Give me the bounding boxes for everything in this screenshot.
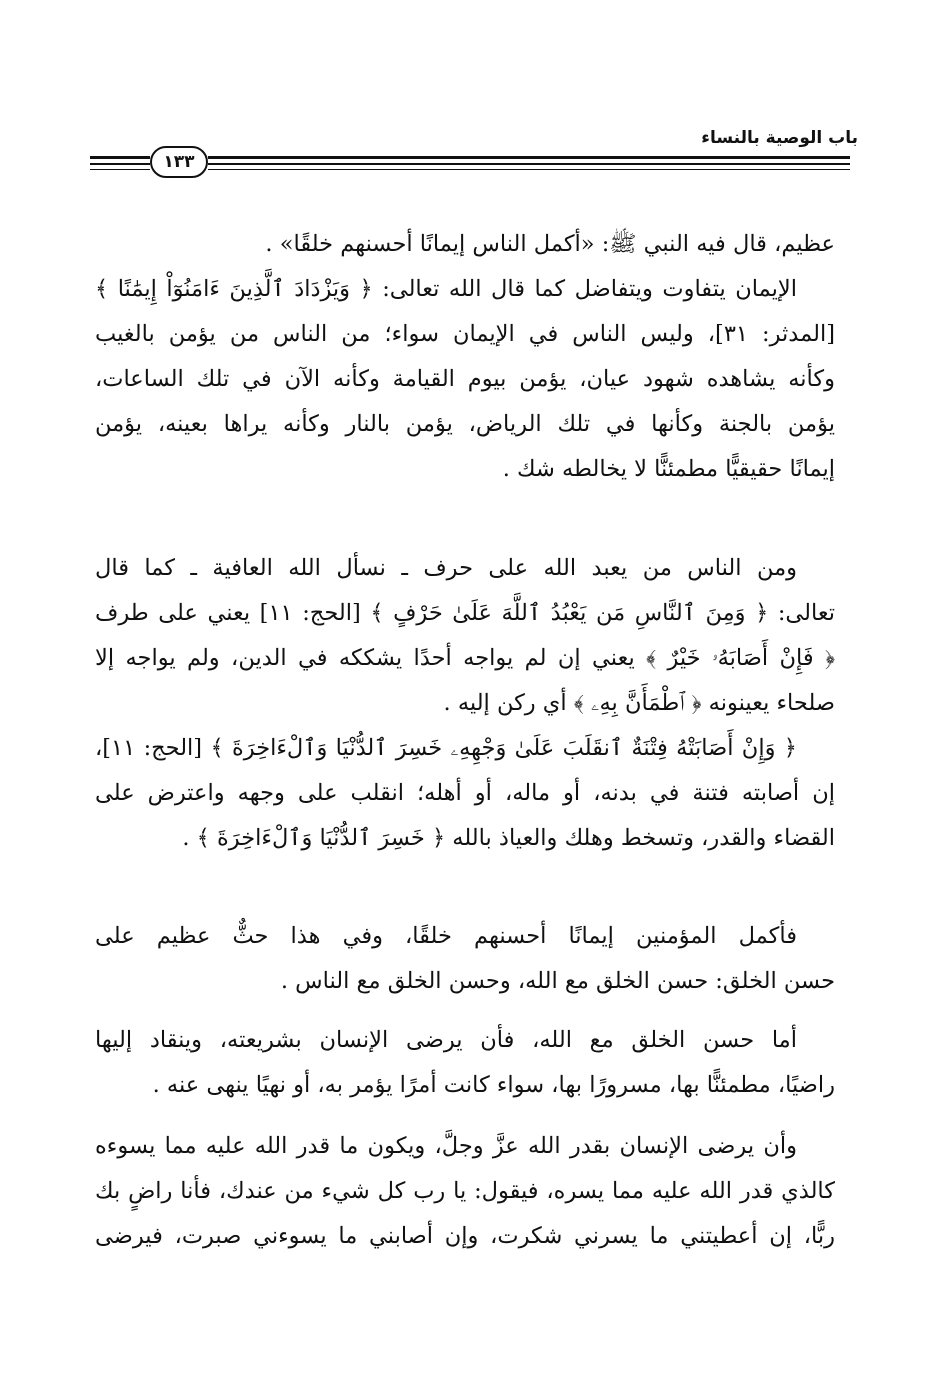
text-line: كالذي قدر الله عليه مما يسره، فيقول: يا رب كل شيء من عندك، فأنا راضٍ بك [95, 1178, 835, 1204]
text-line: وكأنه يشاهده شهود عيان، يؤمن بيوم القيامة وكأنه الآن في تلك الساعات، [95, 366, 835, 392]
text-line: [المدثر: ٣١]، وليس الناس في الإيمان سواء؛ من الناس من يؤمن بالغيب [95, 321, 835, 347]
header-rule [90, 163, 150, 165]
text-line: حسن الخلق: حسن الخلق مع الله، وحسن الخلق مع الناس . [280, 968, 835, 994]
text-line: فأكمل المؤمنين إيمانًا أحسنهم خلقًا، وفي هذا حثٌّ عظيم على [95, 923, 797, 949]
header-rule [90, 156, 150, 159]
text-line: وأن يرضى الإنسان بقدر الله عزَّ وجلَّ، ويكون ما قدر الله عليه مما يسوءه [95, 1133, 797, 1159]
paragraph [95, 222, 835, 492]
page-number: ١٣٣ [150, 146, 208, 178]
paragraph [95, 546, 835, 861]
text-line: ومن الناس من يعبد الله على حرف ـ نسأل الله العافية ـ كما قال [95, 555, 797, 581]
header-rule [90, 169, 150, 170]
text-line: تعالى: ﴿ وَمِنَ ٱلنَّاسِ مَن يَعْبُدُ ٱللَّهَ عَلَىٰ حَرْفٍ ﴾ [الحج: ١١] يعني على طرف [95, 600, 835, 626]
text-line: ﴿ وَإِنْ أَصَابَتْهُ فِتْنَةٌ ٱنقَلَبَ عَلَىٰ وَجْهِهِۦ خَسِرَ ٱلدُّنْيَا وَٱلْءَاخِرَةَ ﴾ [الحج: ١١]، [95, 735, 797, 761]
text-line: إن أصابته فتنة في بدنه، أو ماله، أو أهله؛ انقلب على وجهه واعترض على [95, 780, 835, 806]
text-line: إيمانًا حقيقيًّا مطمئنًّا لا يخالطه شك . [502, 456, 835, 482]
text-line: أما حسن الخلق مع الله، فأن يرضى الإنسان بشريعته، وينقاد إليها [95, 1027, 797, 1053]
text-line: صلحاء يعينونه ﴿ ٱطْمَأَنَّ بِهِۦ ﴾ أي ركن إليه . [443, 690, 835, 716]
text-line: ربًّا، إن أعطيتني ما يسرني شكرت، وإن أصابني ما يسوءني صبرت، فيرضى [95, 1223, 835, 1249]
text-line: عظيم، قال فيه النبي ﷺ: «أكمل الناس إيمانًا أحسنهم خلقًا» . [265, 231, 835, 257]
text-line: يؤمن بالجنة وكأنها في تلك الرياض، يؤمن بالنار وكأنه يراها بعينه، يؤمن [95, 411, 835, 437]
paragraph [95, 1018, 835, 1108]
header-rule [208, 156, 850, 159]
header-rule [208, 169, 850, 170]
chapter-title: باب الوصية بالنساء [701, 128, 858, 148]
text-line: القضاء والقدر، وتسخط وهلك والعياذ بالله ﴿ خَسِرَ ٱلدُّنْيَا وَٱلْءَاخِرَةَ ﴾ . [182, 825, 835, 851]
paragraph [95, 914, 835, 1004]
header-rule [208, 163, 850, 165]
text-line: راضيًا، مطمئنًّا بها، مسرورًا بها، سواء كانت أمرًا يؤمر به، أو نهيًا ينهى عنه . [152, 1072, 835, 1098]
text-line: ﴿ فَإِنْ أَصَابَهُۥ خَيْرٌ ﴾ يعني إن لم يواجه أحدًا يشككه في الدين، ولم يواجه إلا [95, 645, 835, 671]
paragraph [95, 1124, 835, 1259]
text-line: الإيمان يتفاوت ويتفاضل كما قال الله تعالى: ﴿ وَيَزْدَادَ ٱلَّذِينَ ءَامَنُوٓاْ إِيمَٰنًا ﴾ [95, 276, 797, 302]
